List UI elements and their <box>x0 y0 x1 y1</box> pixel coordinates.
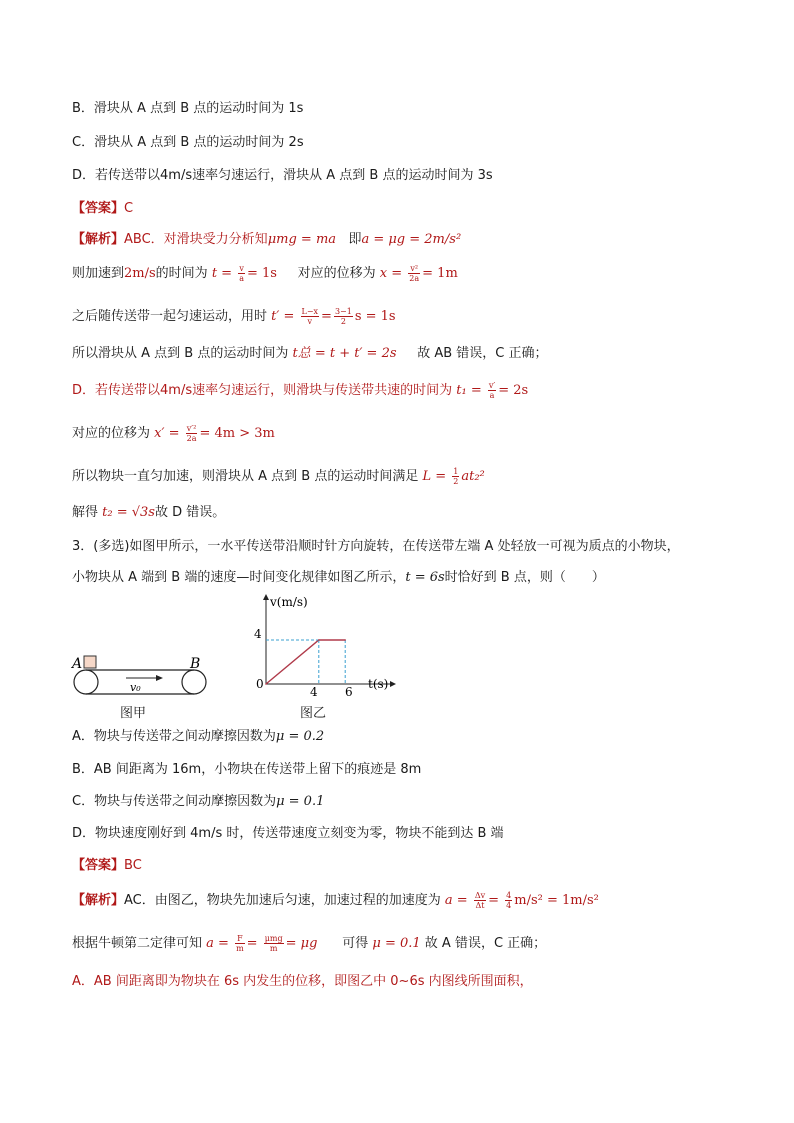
analysis-q3-line3 <box>72 972 533 992</box>
formula: = <box>488 893 504 908</box>
text: C．物块与传送带之间动摩擦因数为 <box>72 794 277 809</box>
answer-q3 <box>72 856 142 876</box>
label-v0: v₀ <box>130 681 141 694</box>
question3-line2 <box>72 568 605 588</box>
option-c-q3 <box>72 792 324 812</box>
data-point <box>318 639 320 641</box>
option-a-q3 <box>72 727 324 747</box>
text: 故 D 错误。 <box>154 505 226 520</box>
tick-label-x6: 6 <box>345 685 353 699</box>
formula: = <box>246 936 262 951</box>
formula: L = <box>422 469 451 484</box>
formula: x′ = <box>154 426 184 441</box>
text: 可得 <box>342 936 369 951</box>
text: 对应的位移为 <box>297 266 376 281</box>
answer-prev <box>72 199 133 219</box>
block-icon <box>84 656 96 668</box>
formula: = 1s <box>247 266 277 281</box>
x-axis-label: t(s) <box>368 677 389 691</box>
fraction: $\frac{v'}{a}$ <box>488 381 496 400</box>
formula: a = <box>206 936 234 951</box>
analysis-label: 【解析】 <box>72 232 125 247</box>
formula: μmg = ma <box>267 232 337 247</box>
left-roller <box>74 670 98 694</box>
formula: m/s² = 1m/s² <box>514 893 599 908</box>
answer-label: 【答案】 <box>72 201 125 216</box>
fraction: $\frac{\text{v²}}{2a}$ <box>409 264 420 283</box>
data-point <box>344 639 346 641</box>
text: 故 AB 错误，C 正确； <box>417 346 548 361</box>
formula: μ = 0.2 <box>275 729 325 744</box>
analysis-prev-line2 <box>72 264 458 284</box>
analysis-text: ABC．对滑块受力分析知 <box>124 232 268 247</box>
text: 对应的位移为 <box>72 426 151 441</box>
tick-label-origin: 0 <box>256 677 264 691</box>
formula: t′ = <box>271 309 299 324</box>
text: 所以滑块从 A 点到 B 点的运动时间为 <box>72 346 289 361</box>
analysis-prev-line3: 之后随传送带一起匀速运动，用时 t′ = $\frac{L-x}{v}$ = $\frac{3-1}{2}$ s = 1s <box>72 307 396 326</box>
formula: t₂ = √3s <box>102 505 155 520</box>
fraction: $\frac{\text{μmg}}{m}$ <box>264 934 283 953</box>
analysis-prev-line7 <box>72 467 485 487</box>
formula: t总 = t + t′ = 2s <box>292 346 397 361</box>
formula: μ = 0.1 <box>276 794 325 809</box>
formula: = 2s <box>498 383 529 398</box>
formula: = 1m <box>422 266 458 281</box>
analysis-prev-line8 <box>72 503 225 523</box>
formula: t = <box>211 266 237 281</box>
y-axis-label: v(m/s) <box>270 595 308 609</box>
velocity-series-line <box>266 640 345 684</box>
data-point <box>265 683 267 685</box>
text: 即 <box>348 232 362 247</box>
analysis-prev-line6 <box>72 424 275 444</box>
analysis-prev-line5 <box>72 381 528 401</box>
formula: s = 1s <box>354 309 396 324</box>
formula: x = <box>379 266 407 281</box>
answer-value: BC <box>124 858 142 873</box>
fraction: $\frac{v}{a}$ <box>239 264 244 283</box>
formula: 2m/s <box>124 266 156 281</box>
y-axis-arrow-icon <box>263 594 269 600</box>
formula: = μg <box>285 936 318 951</box>
fraction: $\frac{F}{m}$ <box>236 934 244 953</box>
fraction: $\frac{L-x}{v}$ <box>301 307 319 326</box>
text: AC．由图乙，物块先加速后匀速，加速过程的加速度为 <box>124 893 441 908</box>
formula: a = <box>444 893 472 908</box>
fraction: $\frac{4}{4}$ <box>506 891 512 910</box>
text: 根据牛顿第二定律可知 <box>72 936 203 951</box>
formula: a = μg = 2m/s² <box>361 232 462 247</box>
fraction: $\frac{\Delta v}{\Delta t}$ <box>474 891 486 910</box>
caption-yi: 图乙 <box>300 706 327 721</box>
option-b-q3: B．AB 间距离为 16m，小物块在传送带上留下的痕迹是 8m <box>72 762 422 777</box>
text: 故 A 错误，C 正确； <box>424 936 547 951</box>
text: 所以物块一直匀加速，则滑块从 A 点到 B 点的运动时间满足 <box>72 469 419 484</box>
analysis-prev-line4 <box>72 344 548 364</box>
text: 解得 <box>72 505 99 520</box>
fraction: $\frac{3-1}{2}$ <box>334 307 352 326</box>
option-d-q3: D．物块速度刚好到 4m/s 时，传送带速度立刻变为零，物块不能到达 B 端 <box>72 826 504 841</box>
formula: μ = 0.1 <box>372 936 421 951</box>
answer-value: C <box>124 201 134 216</box>
x-axis-arrow-icon <box>390 681 396 687</box>
question3-line1: 3．(多选)如图甲所示，一水平传送带沿顺时针方向旋转，在传送带左端 A 处轻放一可视为质点的小物块， <box>72 539 680 554</box>
text: 则加速到 <box>72 266 125 281</box>
formula: t₁ = <box>456 383 486 398</box>
right-roller <box>182 670 206 694</box>
label-a: A <box>72 656 83 672</box>
formula: at₂² <box>461 469 485 484</box>
answer-label: 【答案】 <box>72 858 125 873</box>
caption-jia: 图甲 <box>120 706 147 721</box>
text: A．AB 间距离即为物块在 6s 内发生的位移，即图乙中 0~6s 内图线所围面积， <box>72 974 533 989</box>
analysis-prev-line1 <box>72 230 461 250</box>
option-b-prev: B．滑块从 A 点到 B 点的运动时间为 1s <box>72 101 304 116</box>
formula: = 4m > 3m <box>199 426 275 441</box>
text: 之后随传送带一起匀速运动，用时 <box>72 309 268 324</box>
text: 小物块从 A 端到 B 端的速度—时间变化规律如图乙所示， <box>72 570 406 585</box>
text: 的时间为 <box>155 266 208 281</box>
text: 时恰好到 B 点，则（ ） <box>444 570 605 585</box>
vt-graph <box>250 590 400 700</box>
option-c-prev: C．滑块从 A 点到 B 点的运动时间为 2s <box>72 135 304 150</box>
analysis-q3-line2 <box>72 934 546 954</box>
formula: t = 6s <box>405 570 445 585</box>
label-b: B <box>190 656 201 672</box>
arrow-head-icon <box>156 675 163 681</box>
analysis-label: 【解析】 <box>72 893 125 908</box>
analysis-q3-line1 <box>72 891 599 911</box>
fraction: $\frac{\text{v′²}}{2a}$ <box>186 424 197 443</box>
text: D．若传送带以4m/s速率匀速运行，则滑块与传送带共速的时间为 <box>72 383 453 398</box>
fraction: $\frac{1}{2}$ <box>453 467 459 486</box>
text: A．物块与传送带之间动摩擦因数为 <box>72 729 276 744</box>
tick-label-y4: 4 <box>254 627 262 641</box>
tick-label-x4: 4 <box>310 685 318 699</box>
option-d-prev: D．若传送带以4m/s速率匀速运行，滑块从 A 点到 B 点的运动时间为 3s <box>72 168 493 183</box>
